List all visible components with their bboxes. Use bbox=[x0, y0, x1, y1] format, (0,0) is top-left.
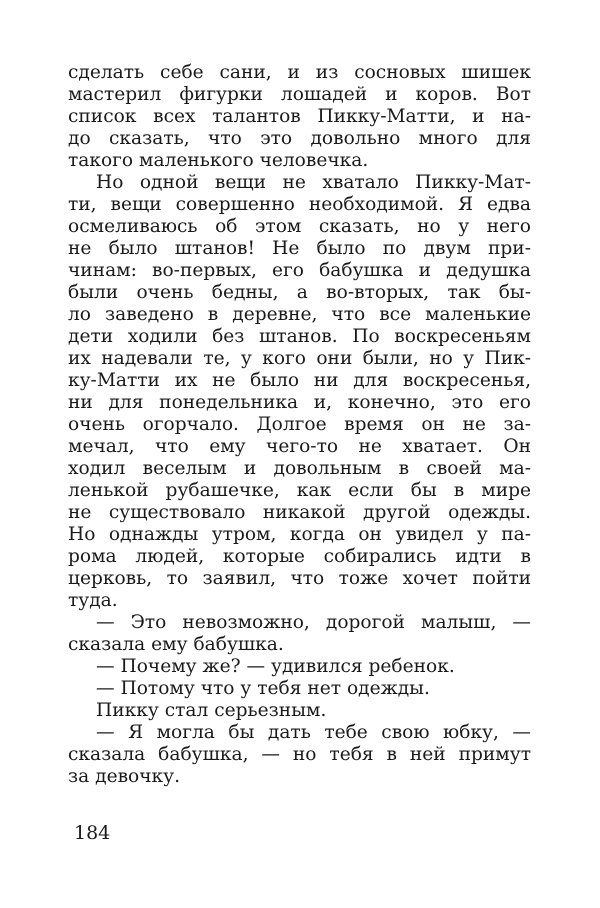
text-line: мастерил фигурки лошадей и коров. Вот bbox=[68, 84, 531, 105]
text-line: список всех талантов Пикку-Матти, и на- bbox=[68, 106, 531, 127]
text-line: ленькой рубашечке, как если бы в мире bbox=[68, 480, 531, 501]
text-line: ходил веселым и довольным в своей ма- bbox=[68, 458, 531, 479]
text-line: Пикку стал серьезным. bbox=[96, 700, 327, 721]
text-line: их надевали те, у кого они были, но у Пик- bbox=[68, 348, 531, 369]
text-line: такого маленького человечка. bbox=[68, 150, 369, 171]
text-line: Но однажды утром, когда он увидел у па- bbox=[68, 524, 531, 545]
text-line: дети ходили без штанов. По воскресеньям bbox=[68, 326, 531, 347]
text-line: за девочку. bbox=[68, 766, 181, 787]
text-line: сказала бабушка, — но тебя в ней примут bbox=[68, 744, 531, 765]
text-line: — Я могла бы дать тебе свою юбку, — bbox=[96, 722, 531, 743]
text-line: ло заведено в деревне, что все маленькие bbox=[68, 304, 531, 325]
text-line: очень огорчало. Долгое время он не за- bbox=[68, 414, 531, 435]
text-line: не существовало никакой другой одежды. bbox=[68, 502, 531, 523]
text-line: ку-Матти их не было ни для воскресенья, bbox=[68, 370, 531, 391]
text-line: Но одной вещи не хватало Пикку-Мат- bbox=[96, 172, 531, 193]
text-line: были очень бедны, а во-вторых, так бы- bbox=[68, 282, 531, 303]
text-line: ни для понедельника и, конечно, это его bbox=[68, 392, 531, 413]
text-line: сказала ему бабушка. bbox=[68, 634, 284, 655]
text-line: не было штанов! Не было по двум при- bbox=[68, 238, 531, 259]
text-line: сделать себе сани, и из сосновых шишек bbox=[68, 62, 531, 83]
text-line: осмеливаюсь об этом сказать, но у него bbox=[68, 216, 531, 237]
text-line: чинам: во-первых, его бабушка и дедушка bbox=[68, 260, 531, 281]
page-number: 184 bbox=[74, 822, 111, 844]
text-line: туда. bbox=[68, 590, 118, 611]
text-line: до сказать, что это довольно много для bbox=[68, 128, 531, 149]
text-line: — Потому что у тебя нет одежды. bbox=[96, 678, 430, 699]
text-line: — Это невозможно, дорогой малыш, — bbox=[96, 612, 531, 633]
text-line: мечал, что ему чего-то не хватает. Он bbox=[68, 436, 531, 457]
text-line: — Почему же? — удивился ребенок. bbox=[96, 656, 455, 677]
text-body bbox=[68, 62, 531, 788]
text-line: церковь, то заявил, что тоже хочет пойти bbox=[68, 568, 531, 589]
text-line: рома людей, которые собирались идти в bbox=[68, 546, 531, 567]
text-line: ти, вещи совершенно необходимой. Я едва bbox=[68, 194, 531, 215]
